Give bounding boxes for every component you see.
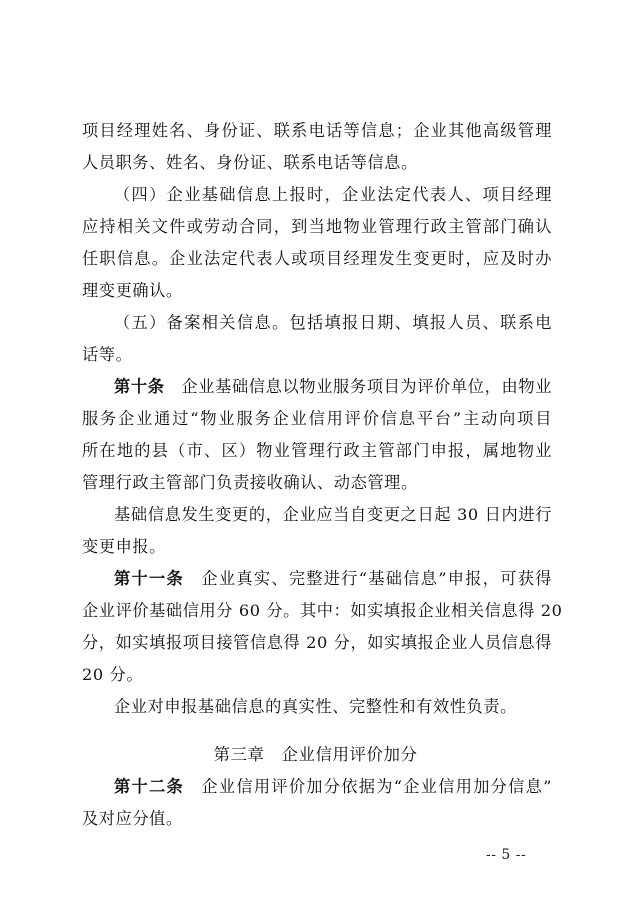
article-11-first-line xyxy=(114,569,552,589)
text-line: 企业对申报基础信息的真实性、完整性和有效性负责。 xyxy=(114,697,517,716)
text-line: 分，如实填报项目接管信息得 20 分，如实填报企业人员信息得 xyxy=(82,633,552,652)
text-line: 话等。 xyxy=(82,345,133,364)
text-line: 服务企业通过“物业服务企业信用评价信息平台”主动向项目 xyxy=(82,409,552,428)
article-label: 第十条 xyxy=(114,377,165,396)
article-label: 第十二条 xyxy=(114,777,184,796)
text-span: 企业基础信息以物业服务项目为评价单位，由物业 xyxy=(181,377,552,396)
text-span: 企业信用评价加分依据为“企业信用加分信息” xyxy=(201,777,552,796)
text-line: 应持相关文件或劳动合同，到当地物业管理行政主管部门确认 xyxy=(82,217,552,236)
text-line: 理变更确认。 xyxy=(82,281,183,300)
text-line: 人员职务、姓名、身份证、联系电话等信息。 xyxy=(82,153,418,172)
text-line: 所在地的县（市、区）物业管理行政主管部门申报，属地物业 xyxy=(82,441,552,460)
text-line: 项目经理姓名、身份证、联系电话等信息；企业其他高级管理 xyxy=(82,121,552,140)
text-line: 20 分。 xyxy=(82,665,144,684)
article-12-first-line xyxy=(114,777,552,797)
text-line: 基础信息发生变更的，企业应当自变更之日起 30 日内进行 xyxy=(114,505,552,524)
text-line: （四）企业基础信息上报时，企业法定代表人、项目经理 xyxy=(114,185,552,204)
text-span: 企业真实、完整进行“基础信息”申报，可获得 xyxy=(201,569,552,588)
text-line: （五）备案相关信息。包括填报日期、填报人员、联系电 xyxy=(114,313,552,332)
text-line: 及对应分值。 xyxy=(82,809,183,828)
text-line: 企业评价基础信用分 60 分。其中：如实填报企业相关信息得 20 xyxy=(82,601,563,620)
text-line: 变更申报。 xyxy=(82,537,166,556)
article-10-first-line xyxy=(114,377,552,397)
chapter-heading: 第三章 企业信用评价加分 xyxy=(213,745,418,764)
article-label: 第十一条 xyxy=(114,569,184,588)
text-line: 管理行政主管部门负责接收确认、动态管理。 xyxy=(82,473,418,492)
text-line: 任职信息。企业法定代表人或项目经理发生变更时，应及时办 xyxy=(82,249,552,268)
page-number: -- 5 -- xyxy=(486,847,527,863)
